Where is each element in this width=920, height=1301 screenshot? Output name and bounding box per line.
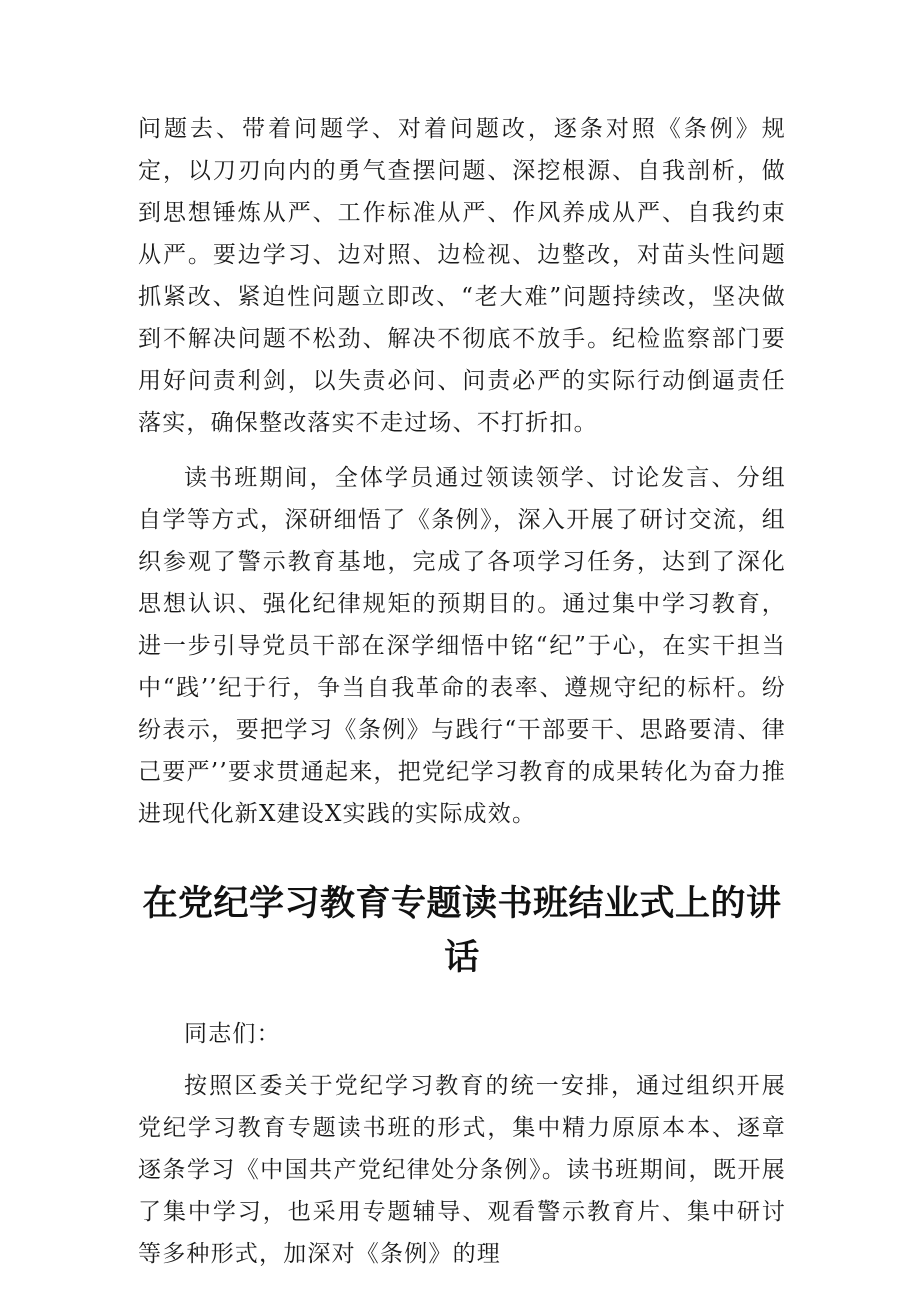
document-page [138,108,786,1275]
salutation: 同志们： [184,1021,281,1047]
speech-title: 在党纪学习教育专题读书班结业式上的讲话 [142,884,782,978]
paragraph-opening: 按照区委关于党纪学习教育的统一安排，通过组织开展党纪学习教育专题读书班的形式，集中精力原原本本、逐章逐条学习《中国共产党纪律处分条例》。读书班期间，既开展了集中学习，也采用专题辅导、观看警示教育片、集中研讨等多种形式，加深对《条例》的理 [138,1073,786,1267]
paragraph-continued: 问题去、带着问题学、对着问题改，逐条对照《条例》规定，以刀刃向内的勇气查摆问题、深挖根源、自我剖析，做到思想锤炼从严、工作标准从严、作风养成从严、自我约束从严。要边学习、边对照、边检视、边整改，对苗头性问题抓紧改、紧迫性问题立即改、“老大难”问题持续改，坚决做到不解决问题不松劲、解决不彻底不放手。纪检监察部门要用好问责利剑，以失责必问、问责必严的实际行动倒逼责任落实，确保整改落实不走过场、不打折扣。 [138,116,786,436]
paragraph-study-results: 读书班期间，全体学员通过领读领学、讨论发言、分组自学等方式，深研细悟了《条例》，深入开展了研讨交流，组织参观了警示教育基地，完成了各项学习任务，达到了深化思想认识、强化纪律规矩的预期目的。通过集中学习教育，进一步引导党员干部在深学细悟中铭“纪”于心，在实干担当中“践’’纪于行，争当自我革命的表率、遵规守纪的标杆。纷纷表示，要把学习《条例》与践行“干部要干、思路要清、律己要严’’要求贯通起来，把党纪学习教育的成果转化为奋力推进现代化新X建设X实践的实际成效。 [138,465,786,827]
